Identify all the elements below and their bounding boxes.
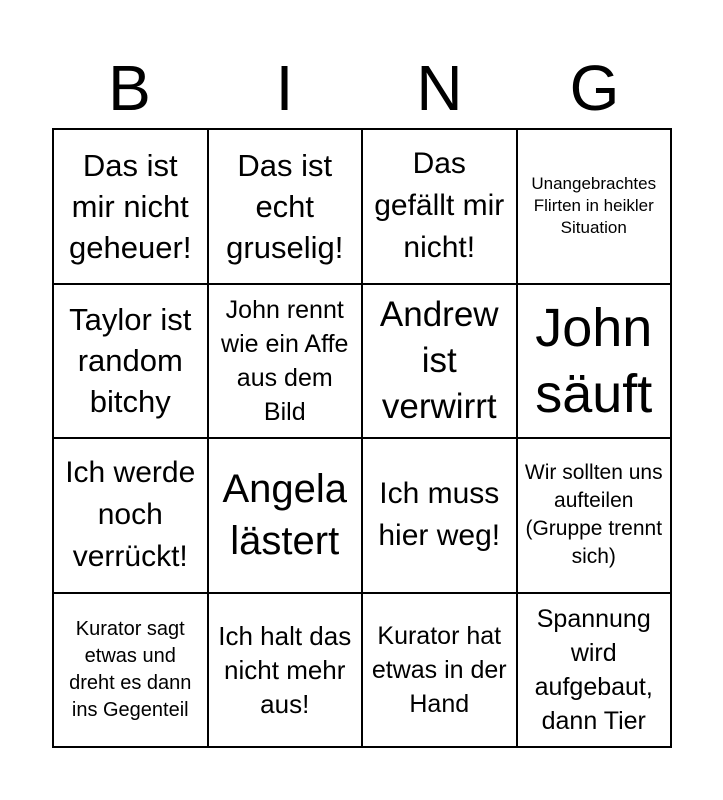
header-letter-g: G <box>569 52 620 124</box>
cell-text: Das ist mir nicht geheuer! <box>69 147 192 265</box>
bingo-cell[interactable] <box>209 439 364 594</box>
cell-text: Kurator hat etwas in der Hand <box>371 621 507 718</box>
cell-text: Das gefällt mir nicht! <box>374 147 505 265</box>
cell-text: Kurator sagt etwas und dreht es dann ins Gegenteil <box>69 617 192 721</box>
cell-text: Angela lästert <box>222 467 348 564</box>
bingo-cell[interactable] <box>518 130 673 285</box>
bingo-cell[interactable] <box>54 439 209 594</box>
bingo-cell[interactable] <box>209 285 364 440</box>
bingo-cell[interactable] <box>363 130 518 285</box>
cell-text: John rennt wie ein Affe aus dem Bild <box>221 295 349 426</box>
bingo-cell[interactable] <box>54 130 209 285</box>
bingo-cell[interactable] <box>518 439 673 594</box>
cell-text: Spannung wird aufgebaut, dann Tier <box>534 604 653 735</box>
bingo-cell[interactable] <box>54 285 209 440</box>
cell-text: Ich halt das nicht mehr aus! <box>218 620 352 719</box>
bingo-cell[interactable] <box>209 130 364 285</box>
bingo-header <box>52 52 672 124</box>
bingo-cell[interactable] <box>363 285 518 440</box>
header-letter-i: I <box>275 52 294 124</box>
cell-text: Ich muss hier weg! <box>378 477 501 553</box>
bingo-cell[interactable] <box>518 285 673 440</box>
bingo-cell[interactable] <box>363 439 518 594</box>
cell-text: Ich werde noch verrückt! <box>65 456 196 574</box>
cell-text: John säuft <box>535 297 653 424</box>
cell-text: Wir sollten uns aufteilen (Gruppe trennt sich) <box>524 461 663 569</box>
cell-text: Das ist echt gruselig! <box>226 147 344 265</box>
bingo-board <box>52 128 672 748</box>
header-letter-n: N <box>416 52 463 124</box>
bingo-cell[interactable] <box>209 594 364 749</box>
header-letter-b: B <box>108 52 151 124</box>
cell-text: Unangebrachtes Flirten in heikler Situation <box>531 174 657 238</box>
cell-text: Andrew ist verwirrt <box>379 294 499 426</box>
bingo-cell[interactable] <box>363 594 518 749</box>
bingo-cell[interactable] <box>518 594 673 749</box>
bingo-cell[interactable] <box>54 594 209 749</box>
cell-text: Taylor ist random bitchy <box>69 302 192 420</box>
